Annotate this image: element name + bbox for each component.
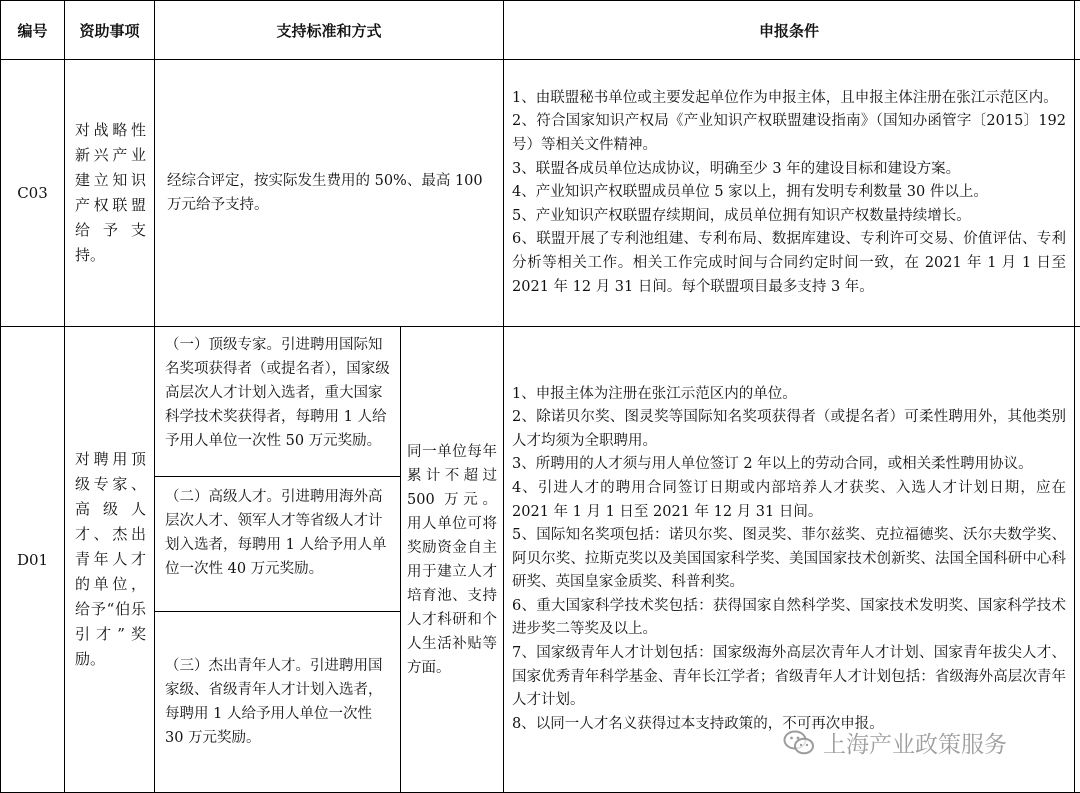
condition-item: 3、所聘用的人才须与用人单位签订 2 年以上的劳动合同，或相关柔性聘用协议。: [512, 453, 1066, 477]
watermark: [783, 726, 1007, 759]
condition-item: 6、重大国家科学技术奖包括：获得国家自然科学奖、国家技术发明奖、国家科学技术进步奖二等奖及以上。: [512, 595, 1066, 642]
header-conditions: 申报条件: [504, 1, 1075, 60]
row-number: C03: [1, 60, 65, 327]
edge-cell: [1075, 60, 1080, 327]
row-conditions: [504, 327, 1075, 793]
edge-cell: [1075, 1, 1080, 60]
edge-cell: [1075, 327, 1080, 793]
condition-item: 5、产业知识产权联盟存续期间，成员单位拥有知识产权数量持续增长。: [512, 205, 1066, 229]
sub-standard-top-expert: （一）顶级专家。引进聘用国际知名奖项获得者（或提名者），国家级高层次人才计划入选者，重大国家科学技术奖获得者，每聘用 1 人给予用人单位一次性 50 万元奖励。: [155, 327, 401, 477]
condition-item: 6、联盟开展了专利池组建、专利布局、数据库建设、专利许可交易、价值评估、专利分析等相关工作。相关工作完成时间与合同约定时间一致，在 2021 年 1 月 1 日至 2021 年 12 月 31 日间。每个联盟项目最多支持 3 年。: [512, 228, 1066, 299]
watermark-text: 上海产业政策服务: [823, 726, 1007, 759]
condition-item: 4、引进人才的聘用合同签订日期或内部培养人才获奖、入选人才计划日期，应在 2021 年 1 月 1 日至 2021 年 12 月 31 日间。: [512, 477, 1066, 524]
header-row: [1, 1, 1080, 60]
sub-standard-young-talent: （三）杰出青年人才。引进聘用国家级、省级青年人才计划入选者，每聘用 1 人给予用人单位一次性 30 万元奖励。: [155, 612, 401, 793]
header-number: 编号: [1, 1, 65, 60]
total-limit: 同一单位每年累计不超过 500 万元。用人单位可将奖励资金自主用于建立人才培育池、支持人才科研和个人生活补贴等方面。: [401, 327, 504, 793]
condition-item: 5、国际知名奖项包括：诺贝尔奖、图灵奖、菲尔兹奖、克拉福德奖、沃尔夫数学奖、阿贝尔奖、拉斯克奖以及美国国家科学奖、美国国家技术创新奖、法国全国科研中心科研奖、英国皇家金质奖、科普利奖。: [512, 524, 1066, 595]
row-standard: 经综合评定，按实际发生费用的 50%、最高 100 万元给予支持。: [155, 60, 504, 327]
row-conditions: [504, 60, 1075, 327]
condition-item: 1、申报主体为注册在张江示范区内的单位。: [512, 383, 1066, 407]
condition-item: 2、除诺贝尔奖、图灵奖等国际知名奖项获得者（或提名者）可柔性聘用外，其他类别人才均须为全职聘用。: [512, 406, 1066, 453]
row-item: 对战略性新兴产业建立知识产权联盟给予支持。: [65, 60, 155, 327]
header-item: 资助事项: [65, 1, 155, 60]
condition-item: 7、国家级青年人才计划包括：国家级海外高层次青年人才计划、国家青年拔尖人才、国家优秀青年科学基金、青年长江学者；省级青年人才计划包括：省级海外高层次青年人才计划。: [512, 642, 1066, 713]
table-row-d01: [1, 327, 1080, 477]
condition-item: 4、产业知识产权联盟成员单位 5 家以上，拥有发明专利数量 30 件以上。: [512, 181, 1066, 205]
condition-item: 2、符合国家知识产权局《产业知识产权联盟建设指南》（国知办函管字〔2015〕192 号）等相关文件精神。: [512, 110, 1066, 157]
table-row-c03: [1, 60, 1080, 327]
wechat-icon: [783, 729, 815, 757]
condition-item: 8、以同一人才名义获得过本支持政策的，不可再次申报。: [512, 713, 1066, 737]
condition-item: 3、联盟各成员单位达成协议，明确至少 3 年的建设目标和建设方案。: [512, 158, 1066, 182]
sub-standard-senior-talent: （二）高级人才。引进聘用海外高层次人才、领军人才等省级人才计划入选者，每聘用 1 人给予用人单位一次性 40 万元奖励。: [155, 477, 401, 612]
header-standard: 支持标准和方式: [155, 1, 504, 60]
row-item: 对聘用顶级专家、高级人才、杰出青年人才的单位，给予“伯乐引才”奖励。: [65, 327, 155, 793]
condition-item: 1、由联盟秘书单位或主要发起单位作为申报主体，且申报主体注册在张江示范区内。: [512, 87, 1066, 111]
row-number: D01: [1, 327, 65, 793]
